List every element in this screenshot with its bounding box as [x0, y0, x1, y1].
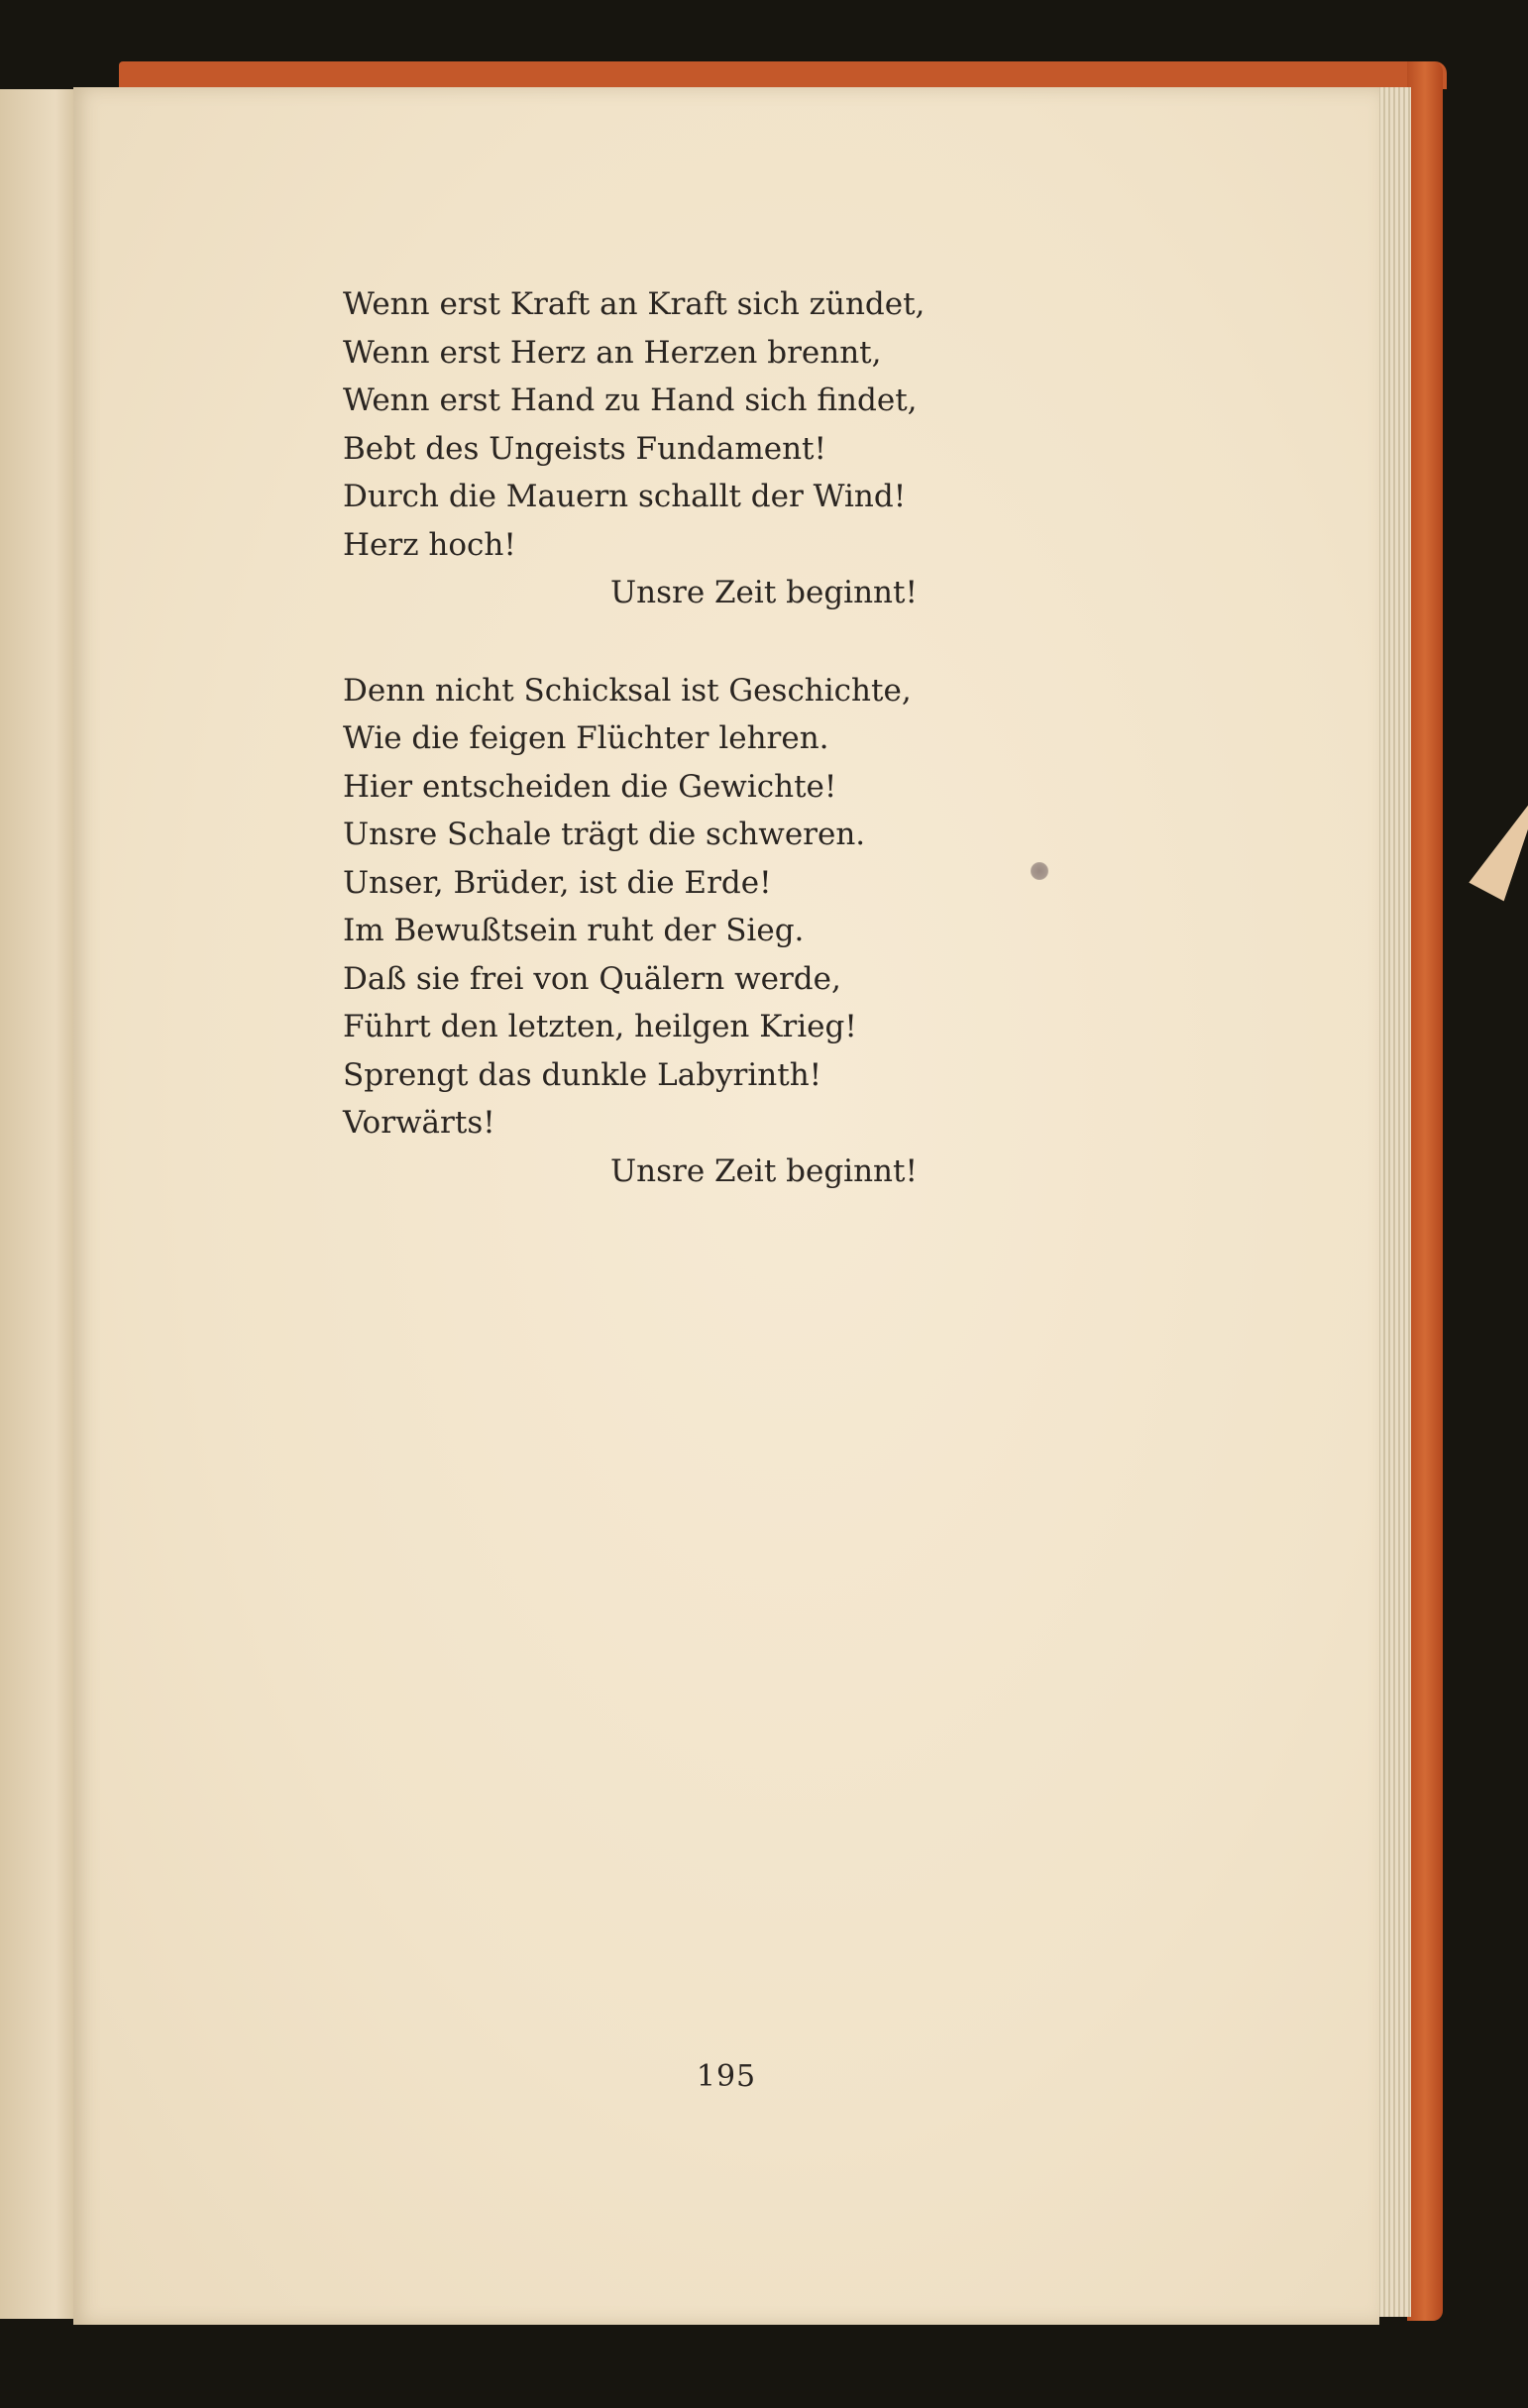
poem-line: Hier entscheiden die Gewichte! — [343, 768, 837, 805]
poem-line: Wenn erst Hand zu Hand sich findet, — [343, 383, 918, 418]
poem-line: Unser, Brüder, ist die Erde! — [343, 864, 772, 901]
poem-line: Daß sie frei von Quälern werde, — [343, 960, 841, 997]
page-edges — [1375, 87, 1411, 2317]
book-cover-top-edge — [119, 61, 1447, 89]
poem-line: Unsre Schale trägt die schweren. — [343, 817, 866, 852]
poem-line: Im Bewußtsein ruht der Sieg. — [343, 913, 805, 948]
poem-line: Denn nicht Schicksal ist Geschichte, — [343, 672, 912, 709]
page-number: 195 — [696, 2059, 757, 2094]
poem-line: Sprengt das dunkle Labyrinth! — [343, 1056, 822, 1093]
book-page — [73, 87, 1379, 2325]
poem-refrain: Unsre Zeit beginnt! — [610, 1152, 918, 1189]
poem-line: Durch die Mauern schallt der Wind! — [343, 479, 907, 514]
poem-line: Vorwärts! — [343, 1105, 495, 1141]
book-cover-right-edge — [1407, 61, 1443, 2321]
poem-line: Herz hoch! — [343, 526, 516, 563]
poem-line: Wie die feigen Flüchter lehren. — [343, 720, 829, 756]
paper-tab — [1469, 778, 1528, 902]
poem-line: Führt den letzten, heilgen Krieg! — [343, 1009, 857, 1044]
stanza-1 — [343, 280, 1096, 617]
poem-line: Wenn erst Kraft an Kraft sich zündet, — [343, 286, 926, 322]
left-page-edge — [0, 89, 81, 2319]
poem-text — [343, 280, 1096, 1245]
poem-refrain: Unsre Zeit beginnt! — [610, 575, 918, 610]
poem-line: Wenn erst Herz an Herzen brennt, — [343, 334, 882, 371]
poem-line: Bebt des Ungeists Fundament! — [343, 430, 826, 467]
stanza-2 — [343, 667, 1096, 1196]
